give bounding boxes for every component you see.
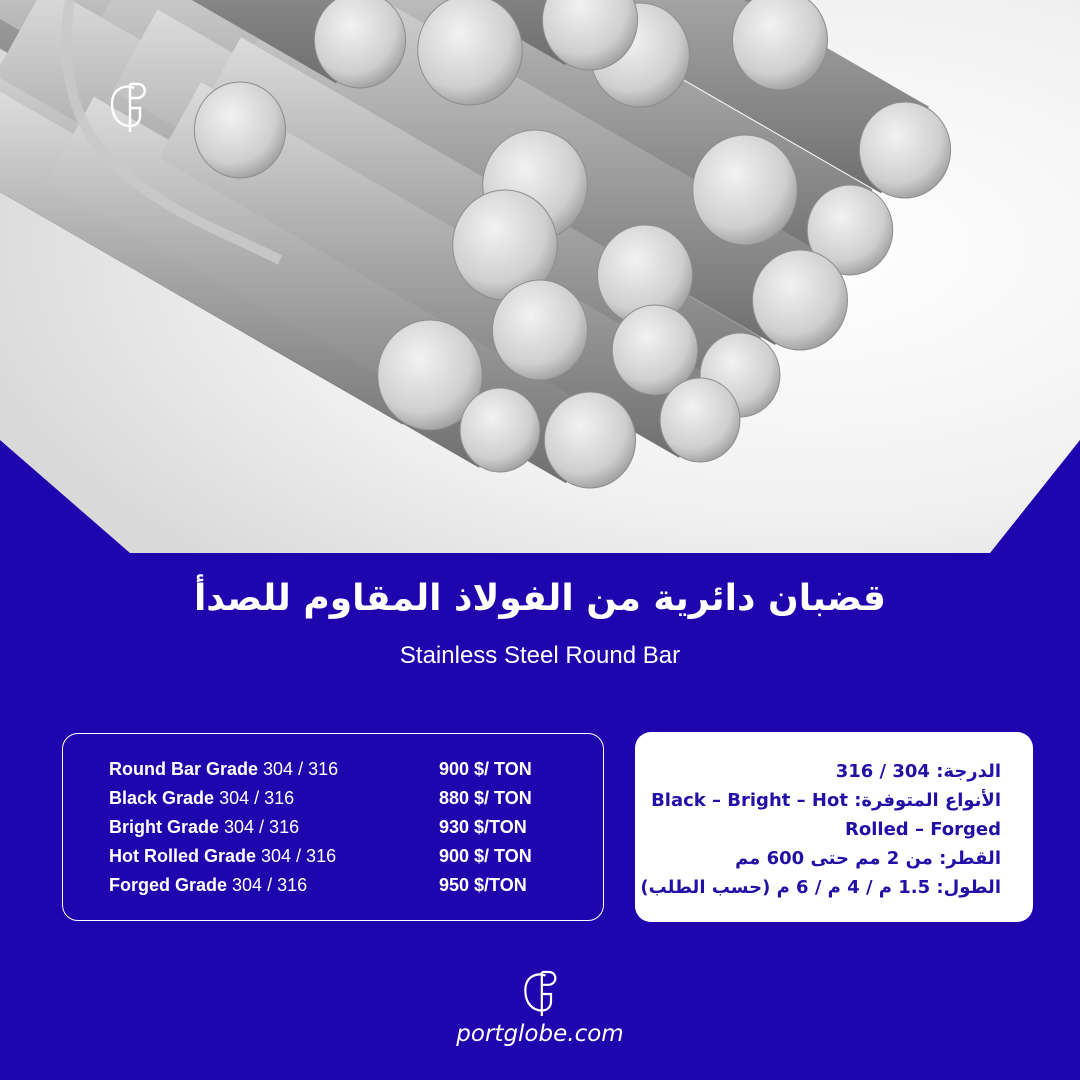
steel-rod-end <box>418 0 523 105</box>
spec-grade: الدرجة: 304 / 316 <box>835 761 1001 782</box>
spec-types: الأنواع المتوفرة: Black – Bright – Hot <box>651 790 1001 811</box>
spec-length: الطول: 1.5 م / 4 م / 6 م (حسب الطلب) <box>640 877 1001 898</box>
portglobe-logo-bottom-icon <box>518 970 562 1018</box>
steel-rod-end <box>460 388 540 472</box>
price-list-box <box>62 733 604 921</box>
price-row <box>109 846 579 874</box>
price-item-value: 930 $/TON <box>439 817 527 837</box>
price-row <box>109 875 579 903</box>
spec-diameter: القطر: من 2 مم حتى 600 مم <box>735 848 1001 869</box>
price-row <box>109 817 579 845</box>
steel-rod-end <box>660 378 740 462</box>
specifications-box <box>635 732 1033 922</box>
price-item-name: Black Grade 304 / 316 <box>109 788 295 808</box>
price-item-name: Round Bar Grade 304 / 316 <box>109 759 339 779</box>
price-item-name: Hot Rolled Grade 304 / 316 <box>109 846 337 866</box>
steel-rod-end <box>194 82 285 178</box>
steel-rod-end <box>693 135 798 245</box>
price-row <box>109 759 579 787</box>
price-row <box>109 788 579 816</box>
price-item-value: 880 $/ TON <box>439 788 532 808</box>
steel-rod-end <box>544 392 635 488</box>
steel-rod-end <box>753 250 848 350</box>
price-item-value: 900 $/ TON <box>439 846 532 866</box>
steel-rod-end <box>314 0 405 88</box>
portglobe-logo-top-icon <box>104 82 152 134</box>
steel-rod-end <box>493 280 588 380</box>
price-item-value: 950 $/TON <box>439 875 527 895</box>
website-link[interactable]: portglobe.com <box>456 1021 624 1047</box>
price-item-value: 900 $/ TON <box>439 759 532 779</box>
price-item-name: Bright Grade 304 / 316 <box>109 817 300 837</box>
title-arabic: قضبان دائرية من الفولاذ المقاوم للصدأ <box>193 578 887 619</box>
spec-types-continued: Rolled – Forged <box>845 819 1001 840</box>
price-item-name: Forged Grade 304 / 316 <box>109 875 308 895</box>
title-english: Stainless Steel Round Bar <box>399 642 681 669</box>
steel-rod-end <box>859 102 950 198</box>
